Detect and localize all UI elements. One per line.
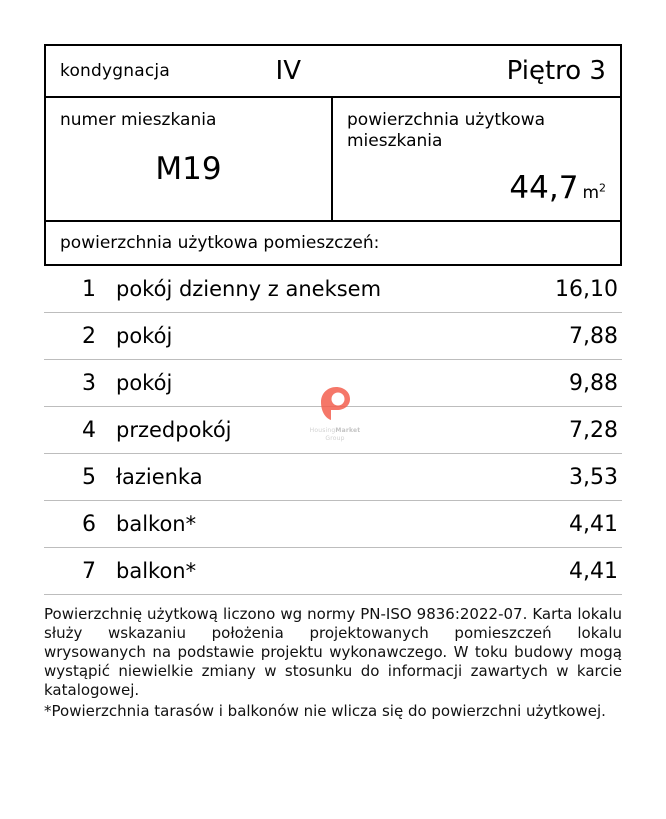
room-number: 7 (82, 558, 96, 584)
usable-area-value: 44,7 (509, 170, 579, 206)
room-area: 7,28 (569, 417, 618, 443)
room-area: 16,10 (555, 276, 618, 302)
flat-info-row (46, 98, 620, 222)
table-row (44, 407, 622, 454)
usable-area-line (347, 170, 606, 206)
flat-card (44, 44, 622, 721)
table-row (44, 313, 622, 360)
flat-number-label: numer mieszkania (60, 110, 217, 130)
room-area: 9,88 (569, 370, 618, 396)
storey-label: kondygnacja (60, 61, 170, 81)
watermark-name-1: Housing (309, 427, 336, 434)
watermark-tagline: Group (325, 435, 345, 442)
unit-text: m (582, 183, 599, 203)
table-row (44, 360, 622, 407)
room-area: 4,41 (569, 511, 618, 537)
room-number: 1 (82, 276, 96, 302)
watermark-name-2: Market (335, 427, 361, 434)
room-number: 2 (82, 323, 96, 349)
usable-area-cell (333, 98, 620, 220)
note-standard: Powierzchnię użytkową liczono wg normy PN-ISO 9836:2022-07. Karta lokalu służy wskazaniu położenia projektowanych pomieszczeń lokalu wrysowanych na podstawie projektu wykonawczego. W toku budowy mogą wystąpić niewielkie zmiany w stosunku do informacji zawartych w karcie katalogowej. (44, 605, 622, 699)
room-number: 3 (82, 370, 96, 396)
room-area: 4,41 (569, 558, 618, 584)
table-row (44, 266, 622, 313)
usable-area-unit (582, 183, 606, 203)
table-row (44, 548, 622, 595)
storey-name: Piętro 3 (506, 56, 606, 86)
note-balcony: *Powierzchnia tarasów i balkonów nie wlicza się do powierzchni użytkowej. (44, 702, 606, 720)
room-area: 3,53 (569, 464, 618, 490)
summary-block (44, 44, 622, 266)
room-name: balkon* (116, 512, 197, 536)
table-row (44, 501, 622, 548)
room-number: 5 (82, 464, 96, 490)
room-name: łazienka (116, 465, 203, 489)
flat-number-cell (46, 98, 333, 220)
room-number: 6 (82, 511, 96, 537)
rooms-header: powierzchnia użytkowa pomieszczeń: (60, 233, 380, 253)
room-name: balkon* (116, 559, 197, 583)
room-area: 7,88 (569, 323, 618, 349)
storey-roman: IV (275, 56, 302, 86)
storey-row (46, 46, 620, 98)
table-row (44, 454, 622, 501)
rooms-list (44, 266, 622, 595)
usable-area-label: powierzchnia użytkowa mieszkania (347, 110, 546, 151)
room-name: przedpokój (116, 418, 232, 442)
room-name: pokój dzienny z aneksem (116, 277, 382, 301)
room-number: 4 (82, 417, 96, 443)
room-name: pokój (116, 371, 173, 395)
flat-number-value: M19 (155, 151, 222, 187)
footnotes (44, 605, 622, 721)
room-name: pokój (116, 324, 173, 348)
unit-exponent: 2 (599, 181, 606, 195)
